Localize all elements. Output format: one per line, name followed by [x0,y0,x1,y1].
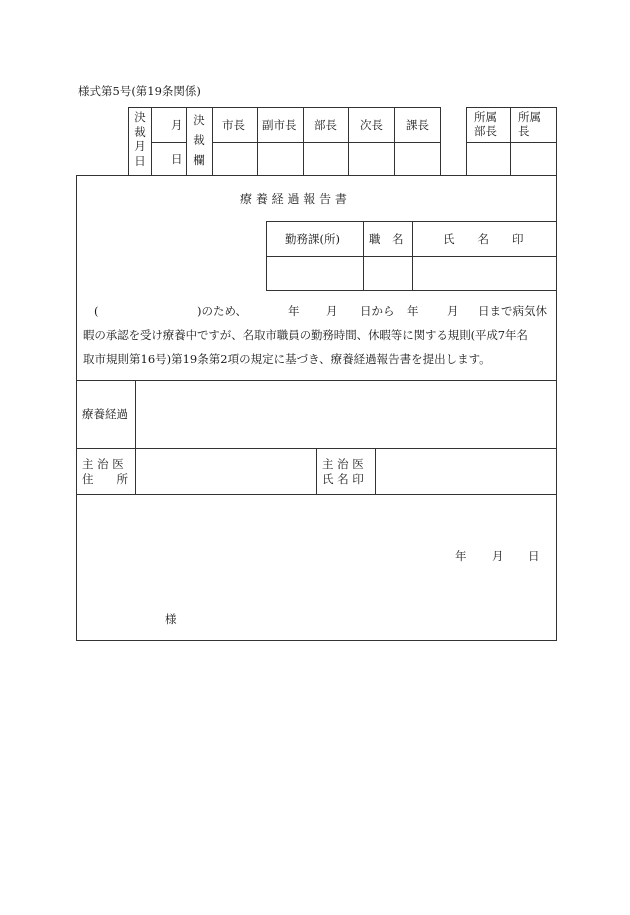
doctor-name-label-2: 氏 名 印 [322,472,364,486]
body-line-2: 暇の承認を受け療養中ですが、名取市職員の勤務時間、休暇等に関する規則(平成7年名 [83,328,528,342]
progress-label: 療養経過 [82,407,128,421]
body-line-1 [83,304,553,318]
doctor-address-field[interactable] [136,449,316,494]
form-number-label: 様式第5号(第19条関係) [78,84,201,98]
doctor-name-field[interactable] [376,449,556,494]
role-affiliation-director: 所属部長 [474,110,497,138]
doctor-name-label-1: 主 治 医 [322,457,364,471]
reason-suffix: )のため、 [197,304,248,318]
kessai-column-label: 決裁欄 [193,113,205,167]
role-affiliation-head: 所属長 [518,110,541,138]
open-paren: ( [94,304,99,318]
day-label: 日 [171,152,183,166]
year-2: 年 [407,304,419,318]
role-section-chief: 課長 [406,118,429,132]
kessai-date-label: 決裁月日 [134,110,146,168]
day-from: 日から [360,304,395,318]
addressee-suffix: 様 [165,612,177,626]
role-director: 部長 [314,118,337,132]
month-1: 月 [326,304,338,318]
month-2: 月 [447,304,459,318]
report-title: 療 養 経 過 報 告 書 [240,192,347,206]
name-seal-header: 氏 名 印 [443,232,524,246]
year-1: 年 [288,304,300,318]
department-header: 勤務課(所) [285,232,340,246]
date-year: 年 [455,549,467,563]
position-field[interactable] [364,257,412,290]
department-field[interactable] [267,257,363,290]
role-vice-mayor: 副市長 [262,118,297,132]
role-mayor: 市長 [222,118,245,132]
date-day: 日 [528,549,540,563]
day-until: 日まで病気休 [478,304,547,318]
doctor-address-label-1: 主 治 医 [82,457,124,471]
role-deputy: 次長 [360,118,383,132]
date-month: 月 [492,549,504,563]
progress-field[interactable] [136,381,556,448]
month-label: 月 [171,118,183,132]
position-header: 職 名 [369,232,404,246]
body-line-3: 取市規則第16号)第19条第2項の規定に基づき、療養経過報告書を提出します。 [83,352,491,366]
doctor-address-label-2: 住 所 [82,472,128,486]
name-seal-field[interactable] [413,257,556,290]
